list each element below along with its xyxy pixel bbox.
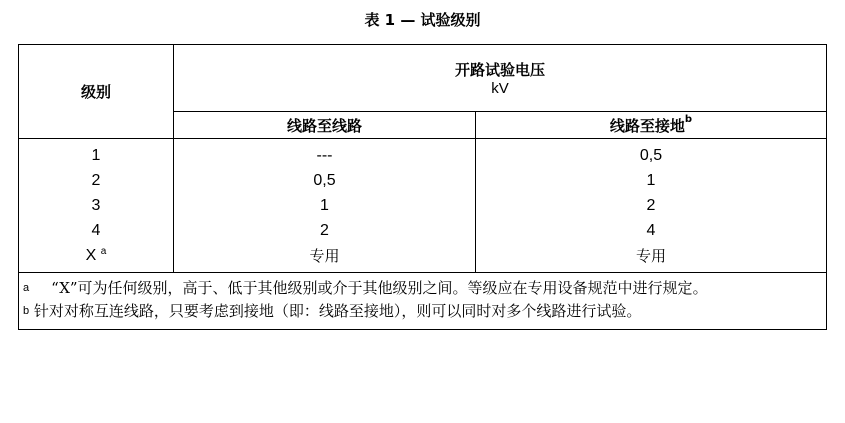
table-row	[19, 193, 827, 218]
footnote-a-mark: a	[23, 282, 30, 294]
cell-line-to-ground: 4	[476, 218, 827, 243]
table-row	[19, 243, 827, 273]
header-voltage	[174, 45, 827, 112]
cell-level: 2	[19, 168, 174, 193]
footnote-b-mark: b	[23, 305, 30, 317]
cell-line-to-ground: 1	[476, 168, 827, 193]
footnote-b	[23, 300, 822, 323]
table-notes	[19, 273, 827, 330]
header-voltage-unit: kV	[491, 80, 509, 97]
notes-row	[19, 273, 827, 330]
footnote-ref-b: b	[684, 113, 693, 125]
cell-line-to-line: 1	[174, 193, 476, 218]
header-line-to-ground	[476, 112, 827, 139]
test-level-table	[18, 44, 827, 330]
header-level: 级别	[19, 45, 174, 139]
cell-level: 1	[19, 139, 174, 169]
footnote-a-text: “X”可为任何级别，高于、低于其他级别或介于其他级别之间。等级应在专用设备规范中进行规定。	[51, 279, 708, 297]
cell-line-to-ground: 专用	[476, 243, 827, 273]
footnote-ref-a: a	[100, 245, 107, 257]
cell-line-to-line: 专用	[174, 243, 476, 273]
cell-line-to-line: 0,5	[174, 168, 476, 193]
cell-level: 3	[19, 193, 174, 218]
cell-line-to-line: 2	[174, 218, 476, 243]
table-row	[19, 168, 827, 193]
table-row	[19, 218, 827, 243]
cell-level	[19, 243, 174, 273]
header-line-to-line: 线路至线路	[174, 112, 476, 139]
cell-line-to-ground: 2	[476, 193, 827, 218]
cell-line-to-line: ---	[174, 139, 476, 169]
table-row	[19, 139, 827, 169]
header-voltage-title: 开路试验电压	[455, 61, 546, 79]
footnote-a	[23, 277, 822, 300]
footnote-b-text: 针对对称互连线路，只要考虑到接地（即：线路至接地），则可以同时对多个线路进行试验。	[33, 302, 642, 320]
header-row-1	[19, 45, 827, 112]
header-line-to-ground-label: 线路至接地	[609, 116, 685, 135]
table-caption: 表 1 — 试验级别	[364, 11, 481, 29]
cell-level-value: X	[85, 246, 97, 264]
cell-line-to-ground: 0,5	[476, 139, 827, 169]
cell-level: 4	[19, 218, 174, 243]
